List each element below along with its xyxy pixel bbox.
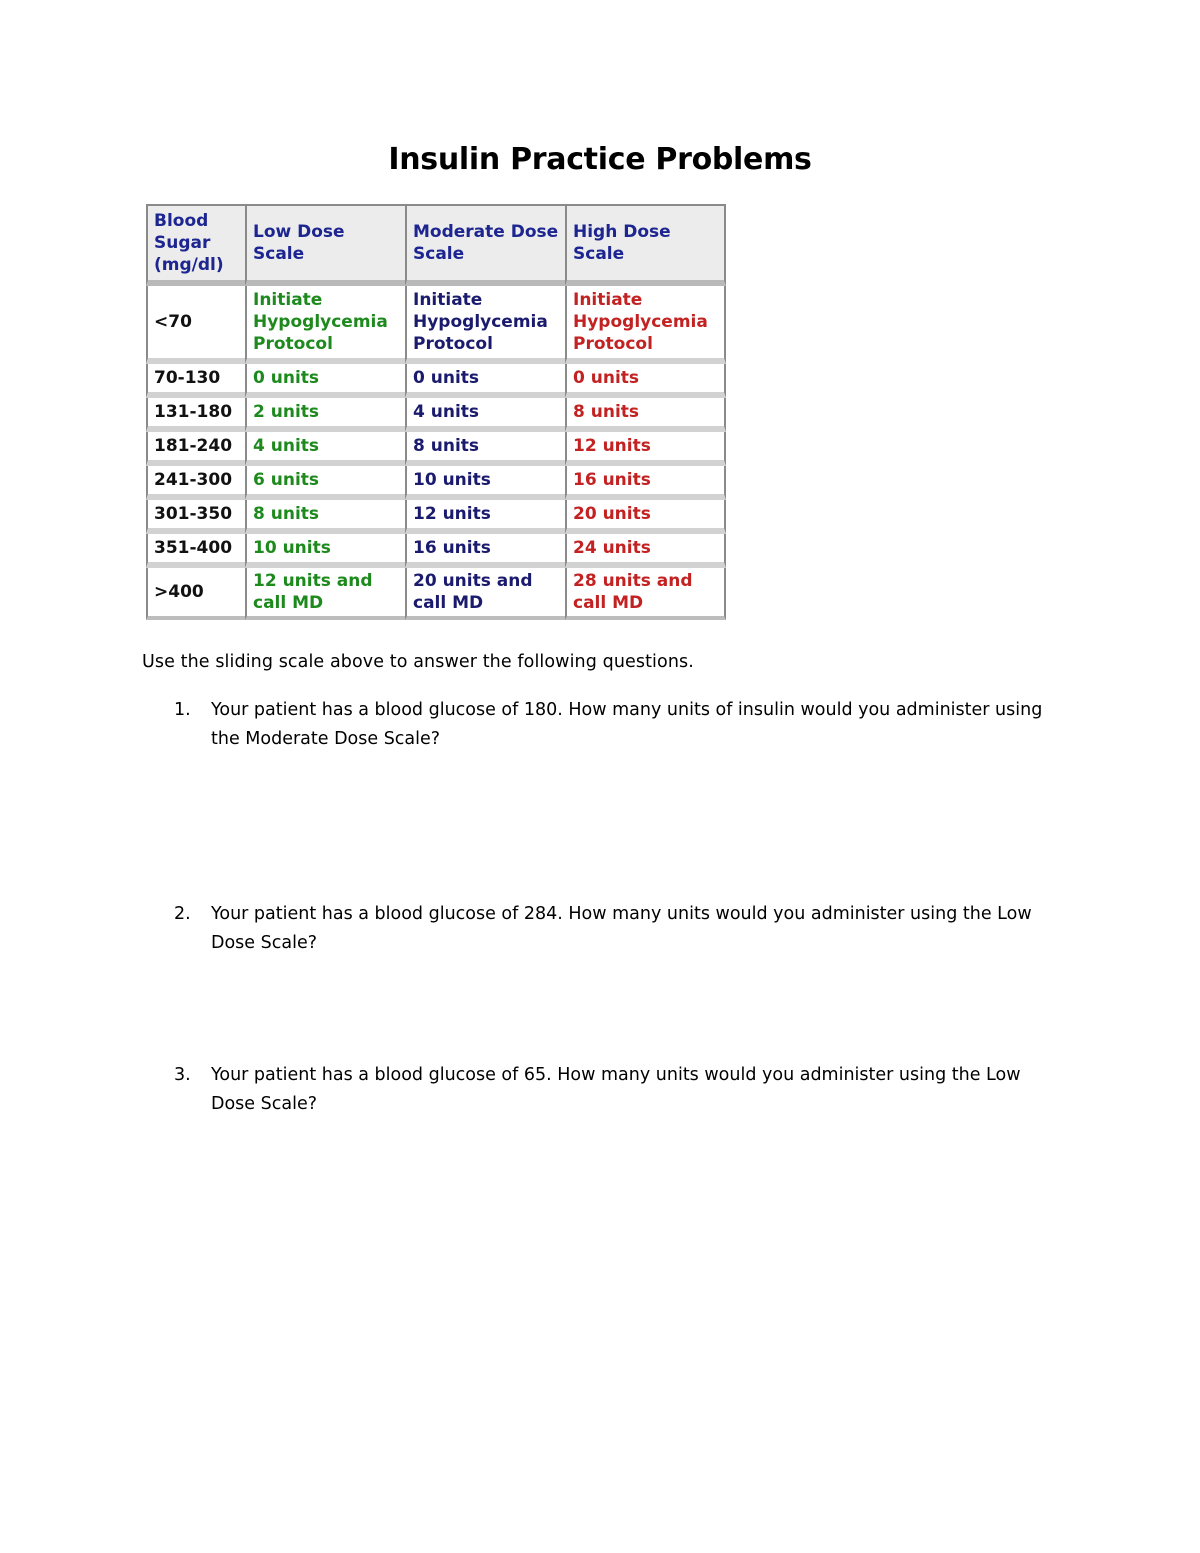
sliding-scale-table-container xyxy=(146,204,726,620)
question-text: Your patient has a blood glucose of 284. How many units would you administer using the Low Dose Scale? xyxy=(211,904,1032,953)
question-number: 1. xyxy=(174,700,191,720)
cell-range: 241-300 xyxy=(146,466,245,500)
cell-low: 6 units xyxy=(245,466,405,500)
table-row xyxy=(146,500,726,534)
table-row xyxy=(146,432,726,466)
cell-range: <70 xyxy=(146,286,245,364)
cell-high: 24 units xyxy=(565,534,726,568)
page-title: Insulin Practice Problems xyxy=(388,142,812,177)
cell-low: 0 units xyxy=(245,364,405,398)
cell-moderate: Initiate Hypoglycemia Protocol xyxy=(405,286,565,364)
question-1 xyxy=(142,696,1062,754)
cell-range: 351-400 xyxy=(146,534,245,568)
instructions-text: Use the sliding scale above to answer the following questions. xyxy=(142,652,694,672)
table-row xyxy=(146,568,726,620)
cell-range: 301-350 xyxy=(146,500,245,534)
header-low-dose: Low Dose Scale xyxy=(245,204,405,286)
header-high-dose: High Dose Scale xyxy=(565,204,726,286)
question-3 xyxy=(142,1061,1062,1119)
cell-low: Initiate Hypoglycemia Protocol xyxy=(245,286,405,364)
sliding-scale-table xyxy=(146,204,726,620)
cell-range: >400 xyxy=(146,568,245,620)
cell-moderate: 4 units xyxy=(405,398,565,432)
cell-moderate: 16 units xyxy=(405,534,565,568)
table-header-row xyxy=(146,204,726,286)
cell-moderate: 20 units and call MD xyxy=(405,568,565,620)
cell-range: 181-240 xyxy=(146,432,245,466)
cell-high: 12 units xyxy=(565,432,726,466)
cell-high: Initiate Hypoglycemia Protocol xyxy=(565,286,726,364)
cell-high: 20 units xyxy=(565,500,726,534)
table-row xyxy=(146,364,726,398)
header-blood-sugar: Blood Sugar (mg/dl) xyxy=(146,204,245,286)
cell-moderate: 10 units xyxy=(405,466,565,500)
header-moderate-dose: Moderate Dose Scale xyxy=(405,204,565,286)
cell-moderate: 0 units xyxy=(405,364,565,398)
cell-moderate: 12 units xyxy=(405,500,565,534)
cell-low: 12 units and call MD xyxy=(245,568,405,620)
table-row xyxy=(146,286,726,364)
question-number: 2. xyxy=(174,904,191,924)
cell-low: 4 units xyxy=(245,432,405,466)
cell-low: 8 units xyxy=(245,500,405,534)
cell-high: 28 units and call MD xyxy=(565,568,726,620)
question-number: 3. xyxy=(174,1065,191,1085)
cell-high: 0 units xyxy=(565,364,726,398)
question-2 xyxy=(142,900,1062,958)
cell-low: 2 units xyxy=(245,398,405,432)
cell-range: 70-130 xyxy=(146,364,245,398)
table-row xyxy=(146,466,726,500)
cell-high: 16 units xyxy=(565,466,726,500)
question-text: Your patient has a blood glucose of 65. How many units would you administer using the Low Dose Scale? xyxy=(211,1065,1021,1114)
cell-high: 8 units xyxy=(565,398,726,432)
cell-moderate: 8 units xyxy=(405,432,565,466)
table-row xyxy=(146,398,726,432)
question-text: Your patient has a blood glucose of 180. How many units of insulin would you administer using the Moderate Dose Scale? xyxy=(211,700,1043,749)
cell-low: 10 units xyxy=(245,534,405,568)
cell-range: 131-180 xyxy=(146,398,245,432)
table-row xyxy=(146,534,726,568)
